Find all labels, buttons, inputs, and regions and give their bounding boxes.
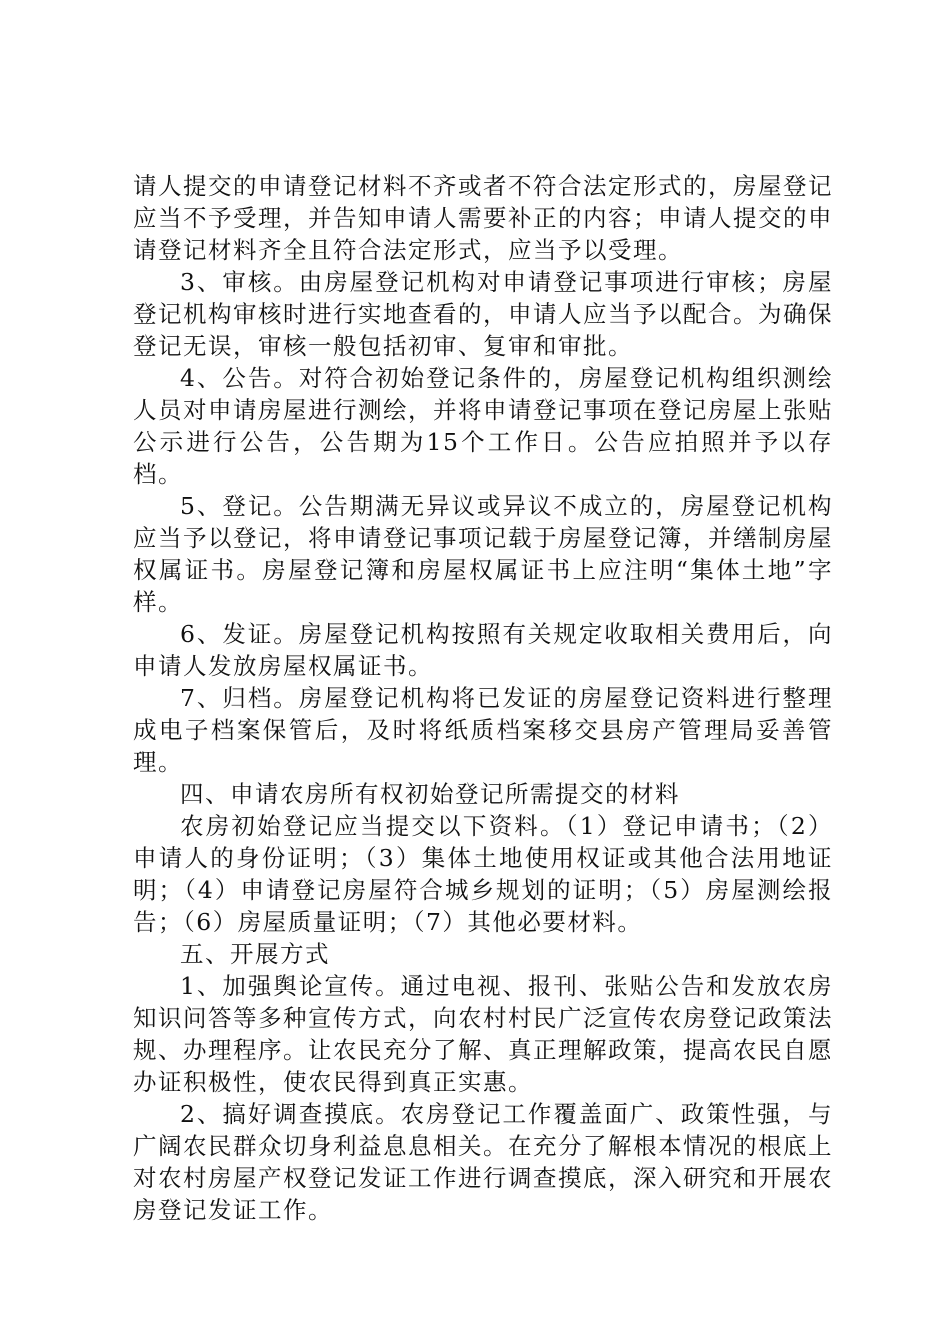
paragraph-survey: 2、搞好调查摸底。农房登记工作覆盖面广、政策性强，与广阔农民群众切身利益息息相关。在充分了解根本情况的根底上对农村房屋产权登记发证工作进行调查摸底，深入研究和开展农房登记发证工作。 <box>133 1100 833 1224</box>
paragraph-announcement: 4、公告。对符合初始登记条件的，房屋登记机构组织测绘人员对申请房屋进行测绘，并将申请登记事项在登记房屋上张贴公示进行公告，公告期为15个工作日。公告应拍照并予以存档。 <box>133 364 833 488</box>
paragraph-archiving: 7、归档。房屋登记机构将已发证的房屋登记资料进行整理成电子档案保管后，及时将纸质档案移交县房产管理局妥善管理。 <box>133 684 833 776</box>
document-body <box>133 170 833 1226</box>
section-heading-materials: 四、申请农房所有权初始登记所需提交的材料 <box>180 780 680 808</box>
paragraph-publicity: 1、加强舆论宣传。通过电视、报刊、张贴公告和发放农房知识问答等多种宣传方式，向农村村民广泛宣传农房登记政策法规、办理程序。让农民充分了解、真正理解政策，提高农民自愿办证积极性，使农民得到真正实惠。 <box>133 972 833 1096</box>
section-heading-methods: 五、开展方式 <box>180 940 330 968</box>
paragraph-acceptance: 请人提交的申请登记材料不齐或者不符合法定形式的，房屋登记应当不予受理，并告知申请人需要补正的内容；申请人提交的申请登记材料齐全且符合法定形式，应当予以受理。 <box>133 172 833 264</box>
paragraph-registration: 5、登记。公告期满无异议或异议不成立的，房屋登记机构应当予以登记，将申请登记事项记载于房屋登记簿，并缮制房屋权属证书。房屋登记簿和房屋权属证书上应注明“集体土地”字样。 <box>133 492 833 616</box>
paragraph-certificate-issue: 6、发证。房屋登记机构按照有关规定收取相关费用后，向申请人发放房屋权属证书。 <box>133 620 833 680</box>
paragraph-materials-list: 农房初始登记应当提交以下资料。（1）登记申请书；（2）申请人的身份证明；（3）集体土地使用权证或其他合法用地证明；（4）申请登记房屋符合城乡规划的证明；（5）房屋测绘报告；（6）房屋质量证明；（7）其他必要材料。 <box>133 812 833 936</box>
paragraph-review: 3、审核。由房屋登记机构对申请登记事项进行审核；房屋登记机构审核时进行实地查看的，申请人应当予以配合。为确保登记无误，审核一般包括初审、复审和审批。 <box>133 268 833 360</box>
